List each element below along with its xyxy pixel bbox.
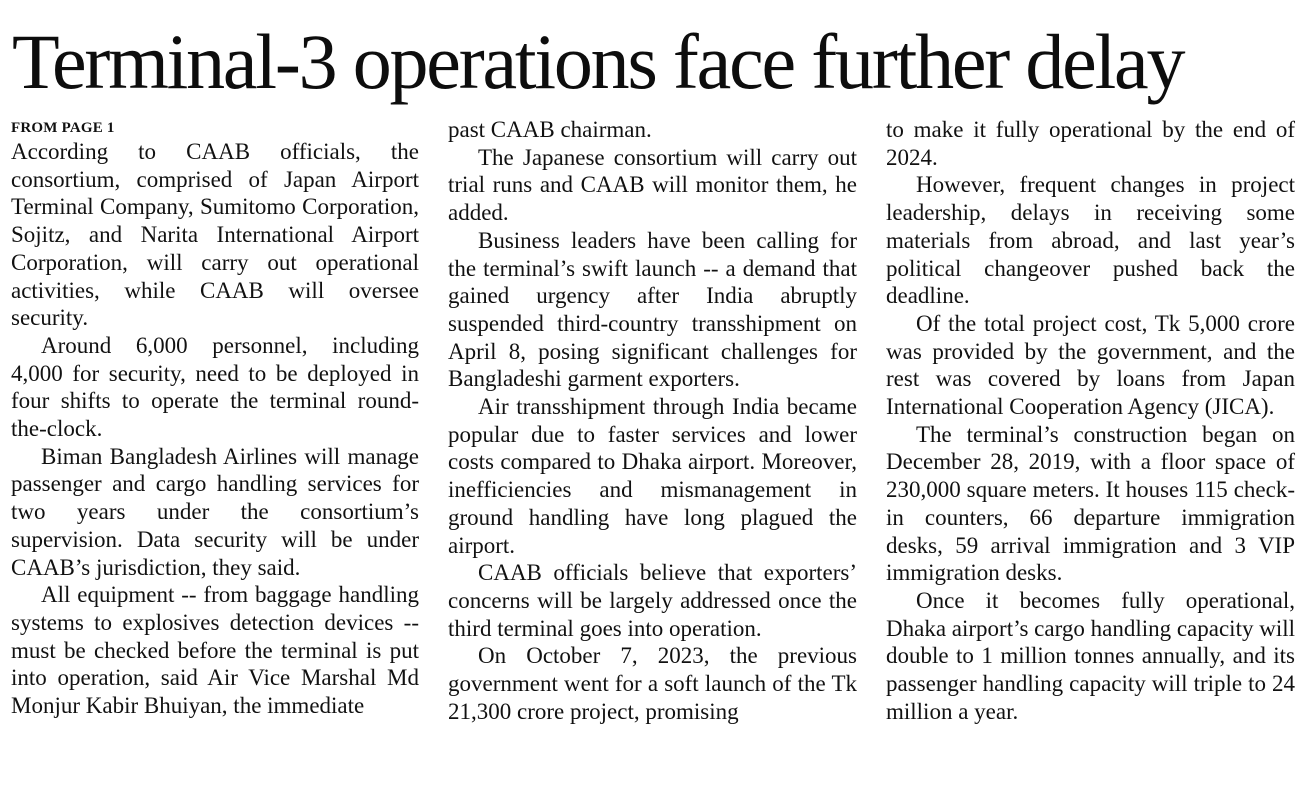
paragraph: The terminal’s construction began on December 28, 2019, with a floor space of 230,000 square meters. It houses 115 check-in counters, 66 departure immigration desks, 59 arrival immigration and 3 VIP immigration desks. [886, 421, 1295, 586]
paragraph-continuation: to make it fully operational by the end of 2024. [886, 117, 1295, 170]
paragraph: However, frequent changes in project leadership, delays in receiving some materials from abroad, and last year’s political changeover pushed back the deadline. [886, 172, 1295, 309]
paragraph-continuation: past CAAB chairman. [448, 117, 652, 142]
continuation-kicker: FROM PAGE 1 [11, 120, 115, 136]
article-column-2 [448, 116, 857, 725]
paragraph: CAAB officials believe that exporters’ concerns will be largely addressed once the third terminal goes into operation. [448, 560, 857, 641]
paragraph: Business leaders have been calling for the terminal’s swift launch -- a demand that gained urgency after India abruptly suspended third-country transshipment on April 8, posing significant challenges for Bangladeshi garment exporters. [448, 227, 857, 392]
paragraph: Biman Bangladesh Airlines will manage passenger and cargo handling services for two years under the consortium’s supervision. Data security will be under CAAB’s jurisdiction, they said. [11, 443, 419, 580]
paragraph: Air transshipment through India became popular due to faster services and lower costs compared to Dhaka airport. Moreover, inefficiencies and mismanagement in ground handling have long plagued the airport. [448, 394, 857, 558]
paragraph: Once it becomes fully operational, Dhaka airport’s cargo handling capacity will double to 1 million tonnes annually, and its passenger handling capacity will triple to 24 million a year. [886, 587, 1295, 724]
paragraph: Of the total project cost, Tk 5,000 crore was provided by the government, and the rest was covered by loans from Japan International Cooperation Agency (JICA). [886, 310, 1295, 420]
headline: Terminal-3 operations face further delay [12, 18, 1184, 105]
paragraph: Around 6,000 personnel, including 4,000 for security, need to be deployed in four shifts to operate the terminal round-the-clock. [11, 332, 419, 442]
paragraph: According to CAAB officials, the consortium, comprised of Japan Airport Terminal Company, Sumitomo Corporation, Sojitz, and Narita International Airport Corporation, will carry out operational activities, while CAAB will oversee security. [11, 139, 419, 331]
article-column-1 [11, 116, 419, 720]
paragraph: All equipment -- from baggage handling systems to explosives detection devices -- must be checked before the terminal is put into operation, said Air Vice Marshal Md Monjur Kabir Bhuiyan, the immediate [11, 582, 419, 719]
paragraph: The Japanese consortium will carry out trial runs and CAAB will monitor them, he added. [448, 144, 857, 226]
article-column-3 [886, 116, 1295, 725]
paragraph: On October 7, 2023, the previous government went for a soft launch of the Tk 21,300 crore project, promising [448, 643, 857, 724]
